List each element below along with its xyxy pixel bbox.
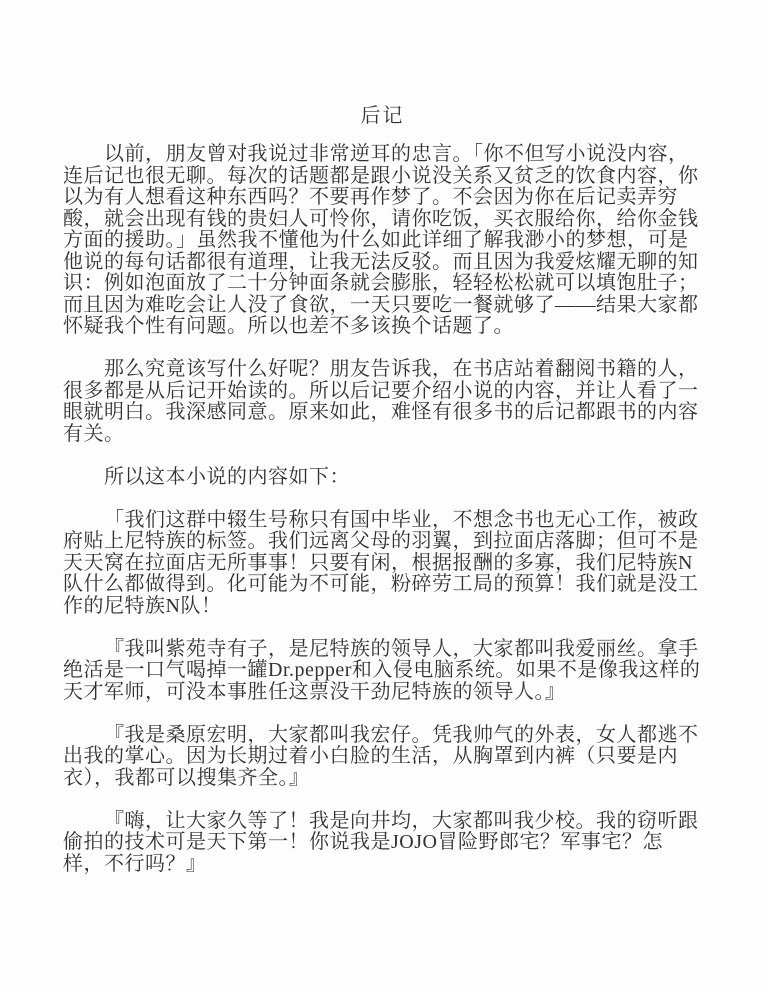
text-line: 识：例如泡面放了二十分钟面条就会膨胀，轻轻松松就可以填饱肚子； — [63, 272, 699, 294]
text-line: 样，不行吗？』 — [63, 852, 207, 875]
text-line: 『我是桑原宏明，大家都叫我宏仔。凭我帅气的外表，女人都逃不 — [104, 723, 699, 746]
text-line: 队什么都做得到。化可能为不可能，粉碎劳工局的预算！我们就是没工 — [63, 573, 699, 595]
paragraph — [63, 467, 708, 489]
paragraph — [63, 144, 708, 338]
text-line: 出我的掌心。因为长期过着小白脸的生活，从胸罩到内裤（只要是内 — [63, 745, 678, 767]
text-line: 所以这本小说的内容如下： — [104, 465, 350, 488]
text-line: 府贴上尼特族的标签。我们远离父母的羽翼，到拉面店落脚；但可不是 — [63, 530, 699, 552]
paragraph — [63, 725, 708, 790]
page-title: 后记 — [360, 105, 405, 127]
text-line: 天天窝在拉面店无所事事！只要有闲，根据报酬的多寡，我们尼特族N — [63, 551, 693, 574]
text-line: 有关。 — [63, 422, 125, 445]
text-line: 方面的援助。」虽然我不懂他为什么如此详细了解我渺小的梦想，可是 — [63, 229, 689, 251]
text-line: 怀疑我个性有问题。所以也差不多该换个话题了。 — [63, 315, 514, 337]
paragraph — [63, 811, 708, 876]
text-line: 他说的每句话都很有道理，让我无法反驳。而且因为我爱炫耀无聊的知 — [63, 250, 699, 273]
paragraph — [63, 639, 708, 704]
paragraph — [63, 359, 708, 445]
text-line: 连后记也很无聊。每次的话题都是跟小说没关系又贫乏的饮食内容，你 — [63, 164, 699, 187]
text-line: 以为有人想看这种东西吗？不要再作梦了。不会因为你在后记卖弄穷 — [63, 186, 678, 208]
text-line: 绝活是一口气喝掉一罐Dr.pepper和入侵电脑系统。如果不是像我这样的 — [63, 659, 701, 681]
text-line: 很多都是从后记开始读的。所以后记要介绍小说的内容，并让人看了一 — [63, 379, 699, 402]
text-line: 『我叫紫苑寺有子，是尼特族的领导人，大家都叫我爱丽丝。拿手 — [104, 637, 699, 660]
paragraph — [63, 510, 708, 618]
text-line: 以前，朋友曾对我说过非常逆耳的忠言。「你不但写小说没内容， — [104, 143, 689, 165]
text-line: 天才军师，可没本事胜任这票没干劲尼特族的领导人。』 — [63, 680, 566, 703]
text-line: 偷拍的技术可是天下第一！你说我是JOJO冒险野郎宅？军事宅？怎 — [63, 831, 663, 853]
text-line: 而且因为难吃会让人没了食欲，一天只要吃一餐就够了——结果大家都 — [63, 293, 699, 316]
text-line: 衣），我都可以搜集齐全。』 — [63, 766, 310, 789]
body-text — [63, 144, 708, 875]
text-line: 「我们这群中辍生号称只有国中毕业，不想念书也无心工作，被政 — [104, 508, 699, 531]
text-line: 『嗨，让大家久等了！我是向井均，大家都叫我少校。我的窃听跟 — [104, 809, 699, 832]
text-line: 作的尼特族N队！ — [63, 594, 222, 617]
text-line: 酸，就会出现有钱的贵妇人可怜你，请你吃饭，买衣服给你，给你金钱 — [63, 207, 699, 230]
text-line: 那么究竟该写什么好呢？朋友告诉我，在书店站着翻阅书籍的人， — [104, 358, 699, 380]
text-line: 眼就明白。我深感同意。原来如此，难怪有很多书的后记都跟书的内容 — [63, 401, 699, 423]
